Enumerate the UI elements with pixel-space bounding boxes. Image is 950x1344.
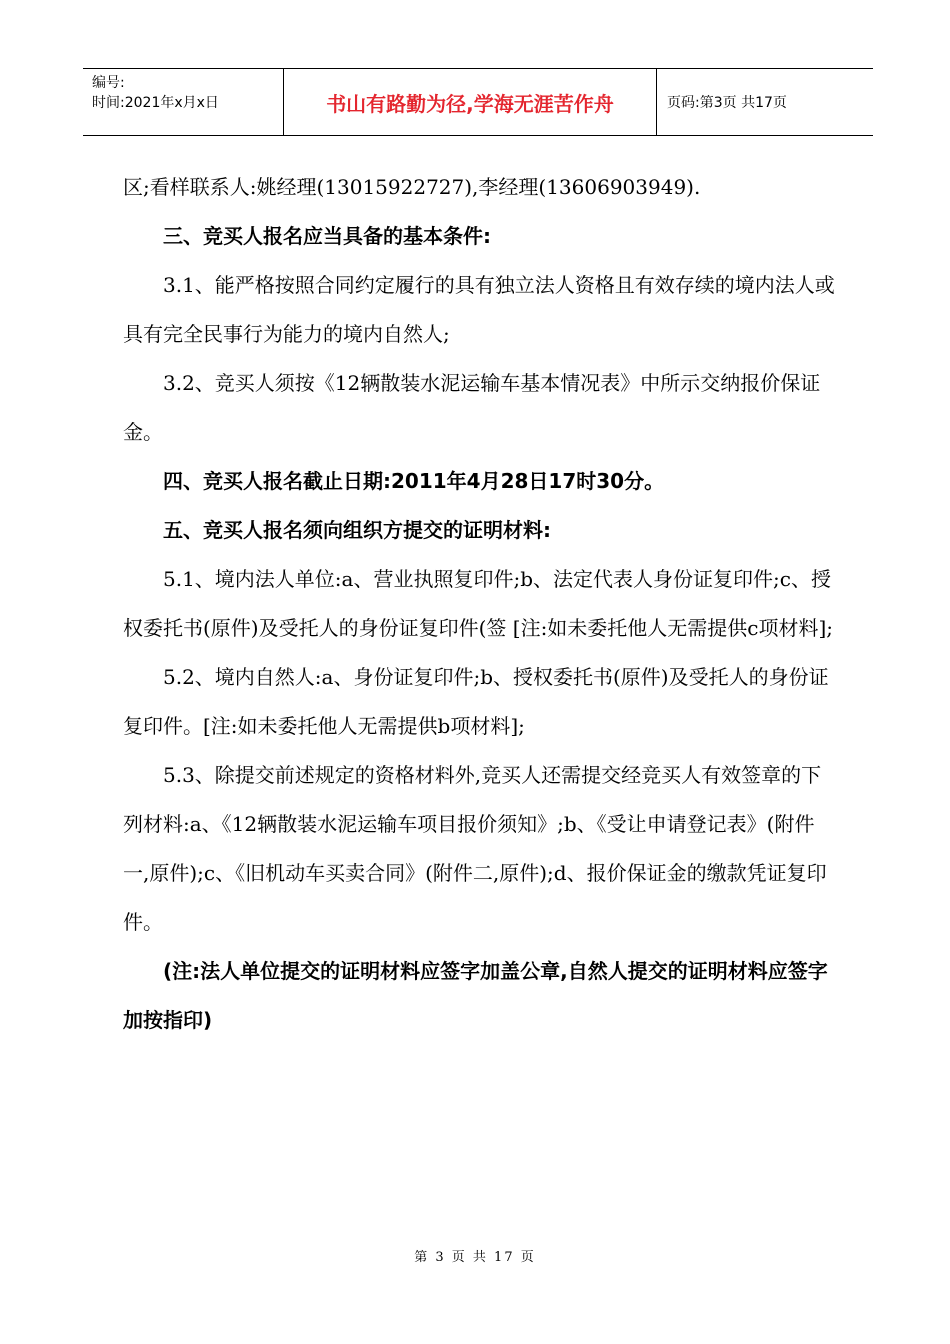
page-footer: 第 3 页 共 17 页 [414,1250,536,1265]
paragraph-5-3: 5.3、除提交前述规定的资格材料外,竞买人还需提交经竞买人有效签章的下列材料:a、《12辆散装水泥运输车项目报价须知》;b、《受让申请登记表》(附件一,原件);c、《旧机动车买卖合同》(附件二,原件);d、报价保证金的缴款凭证复印件。 [123,763,827,934]
document-number-label: 编号: [92,75,125,91]
paragraph-5-1: 5.1、境内法人单位:a、营业执照复印件;b、法定代表人身份证复印件;c、授权委托书(原件)及受托人的身份证复印件(签 [注:如未委托他人无需提供c项材料]; [123,567,834,640]
header-motto: 书山有路勤为径,学海无涯苦作舟 [284,69,657,135]
header-meta [83,69,284,135]
paragraph-3-2: 3.2、竞买人须按《12辆散装水泥运输车基本情况表》中所示交纳报价保证金。 [123,371,821,444]
paragraph-3-1: 3.1、能严格按照合同约定履行的具有独立法人资格且有效存续的境内法人或具有完全民事行为能力的境内自然人; [123,273,835,346]
header-page-number: 页码:第3页 共17页 [667,95,787,111]
section-heading-4: 四、竞买人报名截止日期:2011年4月28日17时30分。 [163,469,665,493]
paragraph-5-2: 5.2、境内自然人:a、身份证复印件;b、授权委托书(原件)及受托人的身份证复印件。[注:如未委托他人无需提供b项材料]; [123,665,829,738]
note-paragraph: (注:法人单位提交的证明材料应签字加盖公章,自然人提交的证明材料应签字加按指印) [123,959,828,1032]
section-heading-5: 五、竞买人报名须向组织方提交的证明材料: [163,518,551,542]
paragraph-contact: 区;看样联系人:姚经理(13015922727),李经理(13606903949). [123,175,701,199]
page-header [83,68,873,136]
document-body [123,163,835,1045]
document-time-label: 时间:2021年x月x日 [92,95,219,111]
section-heading-3: 三、竞买人报名应当具备的基本条件: [163,224,491,248]
